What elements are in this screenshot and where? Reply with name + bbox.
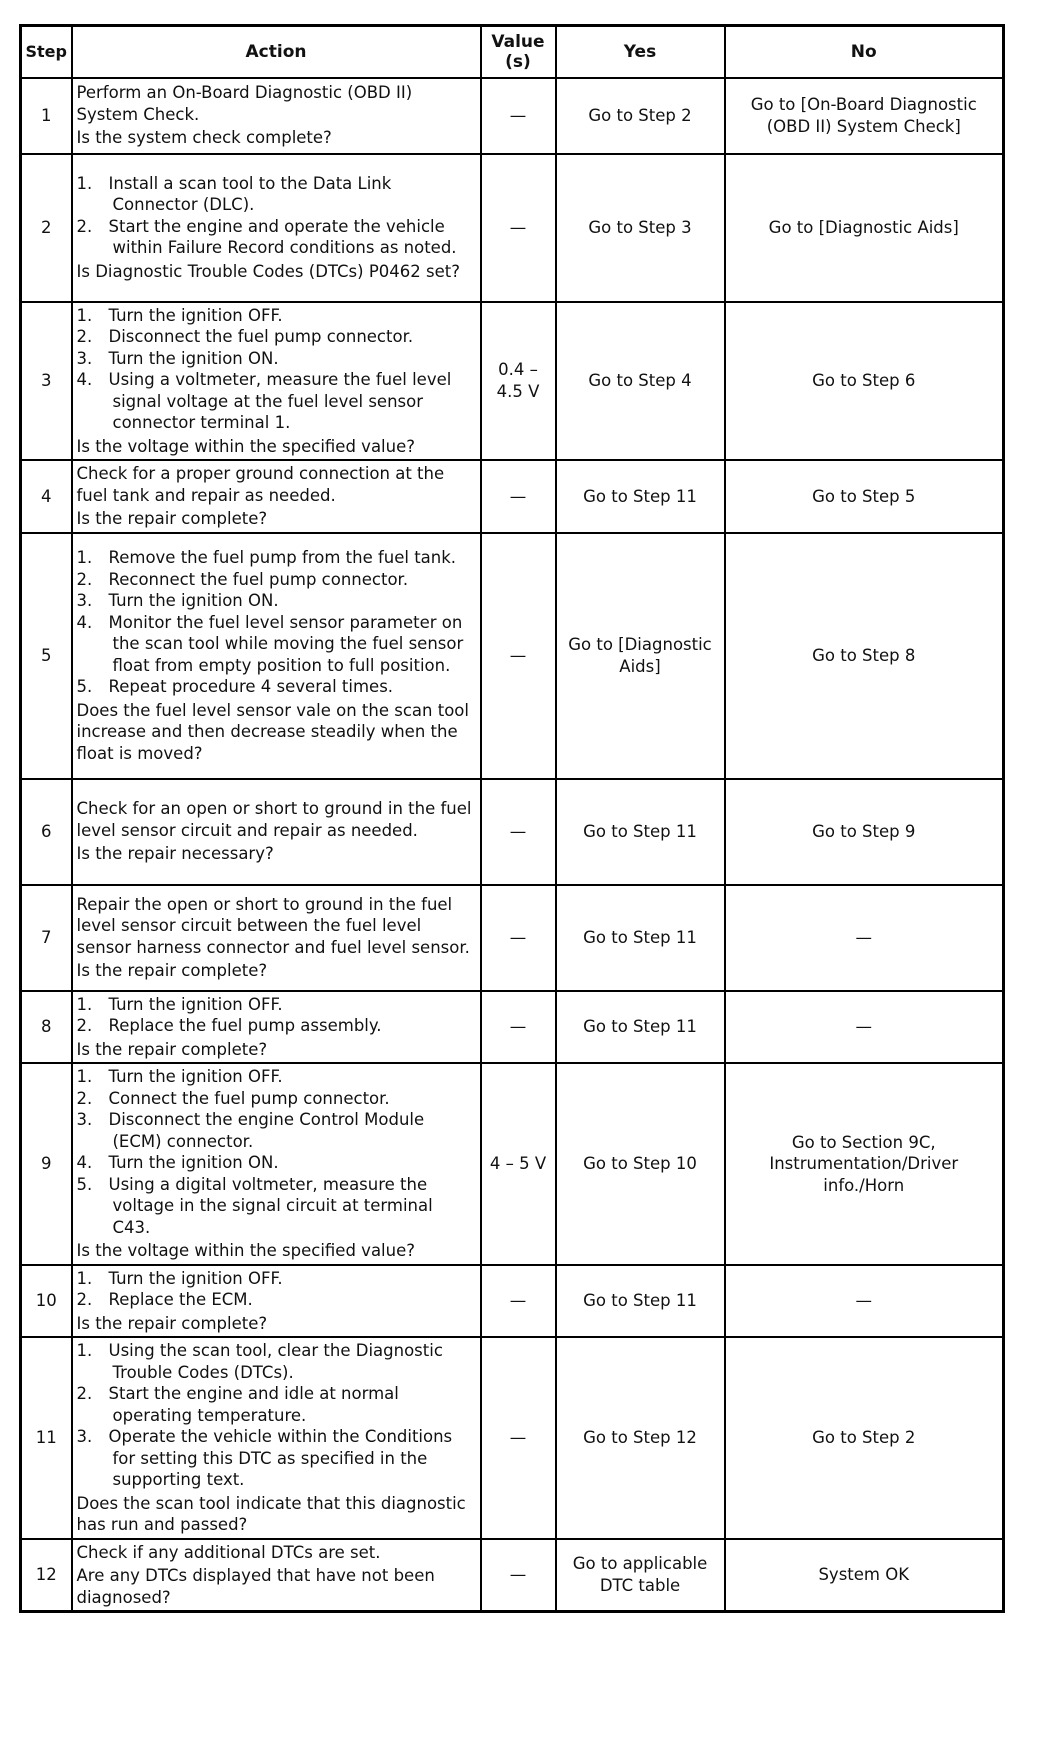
action-step-text: Replace the fuel pump assembly. <box>108 1016 382 1035</box>
step-number: 1 <box>21 78 72 154</box>
action-question: Is the repair complete? <box>76 509 268 528</box>
table-body <box>21 78 1004 1612</box>
action-step-number: 2. <box>76 216 93 236</box>
yes-cell: Go to [Diagnostic Aids] <box>556 533 725 779</box>
action-step-text: Connect the fuel pump connector. <box>108 1088 390 1108</box>
yes-cell: Go to Step 2 <box>556 78 725 154</box>
action-step-item <box>77 369 476 434</box>
action-step-text: Turn the ignition ON. <box>108 591 279 610</box>
action-step-number: 2. <box>76 1088 93 1108</box>
action-step-item <box>77 1088 476 1110</box>
value-cell: — <box>481 885 556 991</box>
header-value: Value (s) <box>481 26 556 78</box>
yes-cell: Go to Step 3 <box>556 154 725 302</box>
no-cell: — <box>725 991 1004 1064</box>
action-step-item <box>77 326 476 348</box>
action-step-item <box>77 590 476 612</box>
action-step-text: Using the scan tool, clear the Diagnostic Trouble Codes (DTCs). <box>108 1341 443 1382</box>
step-number: 2 <box>21 154 72 302</box>
action-cell <box>72 1337 481 1539</box>
action-question: Are any DTCs displayed that have not been diagnosed? <box>76 1566 435 1607</box>
action-step-number: 2. <box>76 327 93 346</box>
step-number: 12 <box>21 1539 72 1612</box>
no-cell: Go to Step 6 <box>725 302 1004 461</box>
action-cell <box>72 991 481 1064</box>
table-row <box>21 533 1004 779</box>
action-step-number: 1. <box>76 305 93 325</box>
action-steps-list <box>77 994 476 1037</box>
action-question: Is the voltage within the specified value? <box>76 436 416 456</box>
action-cell <box>72 533 481 779</box>
action-step-item <box>77 1174 476 1239</box>
header-no: No <box>725 26 1004 78</box>
table-row <box>21 78 1004 154</box>
step-number: 8 <box>21 991 72 1064</box>
action-step-text: Remove the fuel pump from the fuel tank. <box>108 548 457 567</box>
action-cell <box>72 1265 481 1338</box>
action-question: Does the fuel level sensor vale on the scan tool increase and then decrease steadily when the float is moved? <box>76 700 469 763</box>
action-step-item <box>77 1340 476 1383</box>
action-step-number: 3. <box>76 1110 93 1129</box>
header-action: Action <box>72 26 481 78</box>
action-step-number: 2. <box>76 1290 93 1309</box>
action-steps-list <box>77 1066 476 1238</box>
action-intro: Check for a proper ground connection at the fuel tank and repair as needed. <box>76 464 445 505</box>
action-steps-list <box>77 1340 476 1491</box>
action-step-text: Reconnect the fuel pump connector. <box>108 569 409 589</box>
action-step-number: 1. <box>76 1341 93 1360</box>
value-cell: — <box>481 154 556 302</box>
action-step-text: Turn the ignition OFF. <box>108 1268 283 1288</box>
step-number: 9 <box>21 1063 72 1265</box>
diagnostic-table <box>19 24 1005 1613</box>
table-row <box>21 154 1004 302</box>
table-row <box>21 1265 1004 1338</box>
step-number: 11 <box>21 1337 72 1539</box>
action-question: Is the repair complete? <box>76 1039 268 1059</box>
value-cell: — <box>481 460 556 533</box>
action-steps-list <box>77 1268 476 1311</box>
action-step-number: 3. <box>76 1427 93 1446</box>
action-intro: Check if any additional DTCs are set. <box>76 1542 381 1562</box>
table-row <box>21 1539 1004 1612</box>
action-question: Is the repair complete? <box>76 961 268 980</box>
action-step-item <box>77 676 476 698</box>
action-cell <box>72 885 481 991</box>
action-question: Is the repair complete? <box>76 1313 268 1333</box>
action-step-item <box>77 1066 476 1088</box>
value-cell: 4 – 5 V <box>481 1063 556 1265</box>
action-step-item <box>77 569 476 591</box>
action-cell <box>72 302 481 461</box>
action-cell <box>72 1539 481 1612</box>
yes-cell: Go to Step 4 <box>556 302 725 461</box>
action-step-item <box>77 547 476 569</box>
action-intro: Perform an On-Board Diagnostic (OBD II) System Check. <box>76 83 413 124</box>
action-step-item <box>77 1152 476 1174</box>
action-cell <box>72 154 481 302</box>
action-question: Is Diagnostic Trouble Codes (DTCs) P0462 set? <box>76 261 460 281</box>
step-number: 4 <box>21 460 72 533</box>
action-step-item <box>77 994 476 1016</box>
action-step-text: Operate the vehicle within the Conditions for setting this DTC as specified in the supporting text. <box>108 1427 453 1489</box>
action-step-item <box>77 1268 476 1290</box>
action-step-item <box>77 1426 476 1491</box>
yes-cell: Go to Step 12 <box>556 1337 725 1539</box>
action-step-text: Start the engine and idle at normal operating temperature. <box>108 1384 399 1425</box>
value-cell: — <box>481 1265 556 1338</box>
table-row <box>21 460 1004 533</box>
step-number: 6 <box>21 779 72 885</box>
action-step-item <box>77 1015 476 1037</box>
action-step-text: Monitor the fuel level sensor parameter on the scan tool while moving the fuel sensor float from empty position to full position. <box>108 612 464 675</box>
action-step-text: Repeat procedure 4 several times. <box>108 677 394 696</box>
action-step-item <box>77 612 476 677</box>
action-step-text: Install a scan tool to the Data Link Connector (DLC). <box>108 173 392 215</box>
no-cell: Go to [Diagnostic Aids] <box>725 154 1004 302</box>
no-cell: Go to [On-Board Diagnostic (OBD II) System Check] <box>725 78 1004 154</box>
action-step-text: Turn the ignition ON. <box>108 1153 279 1172</box>
action-steps-list <box>77 305 476 434</box>
action-step-number: 3. <box>76 591 93 610</box>
action-question: Does the scan tool indicate that this diagnostic has run and passed? <box>76 1493 466 1534</box>
action-cell <box>72 460 481 533</box>
action-step-number: 1. <box>76 1268 93 1288</box>
step-number: 7 <box>21 885 72 991</box>
action-step-text: Turn the ignition ON. <box>108 348 279 368</box>
action-step-item <box>77 1109 476 1152</box>
yes-cell: Go to Step 11 <box>556 885 725 991</box>
table-row <box>21 991 1004 1064</box>
action-step-text: Disconnect the engine Control Module (ECM) connector. <box>108 1110 425 1151</box>
action-cell <box>72 779 481 885</box>
no-cell: — <box>725 885 1004 991</box>
no-cell: Go to Section 9C, Instrumentation/Driver info./Horn <box>725 1063 1004 1265</box>
value-cell: — <box>481 991 556 1064</box>
table-row <box>21 779 1004 885</box>
action-step-text: Start the engine and operate the vehicle within Failure Record conditions as noted. <box>108 216 457 258</box>
action-step-number: 2. <box>76 569 93 589</box>
action-step-number: 1. <box>76 548 93 567</box>
table-row <box>21 1063 1004 1265</box>
yes-cell: Go to Step 11 <box>556 460 725 533</box>
action-step-number: 4. <box>76 1153 93 1172</box>
action-step-item <box>77 305 476 327</box>
action-step-number: 2. <box>76 1384 93 1403</box>
action-intro: Check for an open or short to ground in the fuel level sensor circuit and repair as needed. <box>76 799 472 840</box>
value-cell: 0.4 – 4.5 V <box>481 302 556 461</box>
table-row <box>21 1337 1004 1539</box>
action-step-text: Turn the ignition OFF. <box>108 305 283 325</box>
value-cell: — <box>481 1337 556 1539</box>
value-cell: — <box>481 533 556 779</box>
header-row <box>21 26 1004 78</box>
action-step-number: 1. <box>76 173 93 193</box>
no-cell: — <box>725 1265 1004 1338</box>
action-cell <box>72 78 481 154</box>
action-step-text: Using a voltmeter, measure the fuel level signal voltage at the fuel level sensor connector terminal 1. <box>108 370 452 432</box>
action-question: Is the system check complete? <box>76 128 332 148</box>
action-step-number: 4. <box>76 370 93 389</box>
table-row <box>21 302 1004 461</box>
action-step-number: 1. <box>76 1067 93 1086</box>
action-step-text: Disconnect the fuel pump connector. <box>108 327 414 346</box>
yes-cell: Go to Step 10 <box>556 1063 725 1265</box>
action-step-number: 5. <box>76 677 93 696</box>
action-step-number: 1. <box>76 994 93 1014</box>
action-step-number: 5. <box>76 1174 93 1194</box>
yes-cell: Go to applicable DTC table <box>556 1539 725 1612</box>
no-cell: Go to Step 2 <box>725 1337 1004 1539</box>
action-cell <box>72 1063 481 1265</box>
table-header <box>21 26 1004 78</box>
action-step-text: Turn the ignition OFF. <box>108 1067 283 1086</box>
action-question: Is the repair necessary? <box>76 844 274 864</box>
action-step-item <box>77 348 476 370</box>
step-number: 10 <box>21 1265 72 1338</box>
header-yes: Yes <box>556 26 725 78</box>
action-step-number: 2. <box>76 1016 93 1035</box>
no-cell: System OK <box>725 1539 1004 1612</box>
yes-cell: Go to Step 11 <box>556 991 725 1064</box>
action-step-text: Replace the ECM. <box>108 1290 253 1309</box>
yes-cell: Go to Step 11 <box>556 779 725 885</box>
yes-cell: Go to Step 11 <box>556 1265 725 1338</box>
value-cell: — <box>481 1539 556 1612</box>
action-step-item <box>77 173 476 216</box>
action-step-text: Turn the ignition OFF. <box>108 994 283 1014</box>
action-step-number: 3. <box>76 348 93 368</box>
action-step-number: 4. <box>76 612 93 632</box>
no-cell: Go to Step 5 <box>725 460 1004 533</box>
action-step-item <box>77 216 476 259</box>
no-cell: Go to Step 9 <box>725 779 1004 885</box>
action-step-text: Using a digital voltmeter, measure the voltage in the signal circuit at terminal C43. <box>108 1174 433 1237</box>
header-step: Step <box>21 26 72 78</box>
step-number: 5 <box>21 533 72 779</box>
step-number: 3 <box>21 302 72 461</box>
action-steps-list <box>77 547 476 698</box>
value-cell: — <box>481 779 556 885</box>
action-step-item <box>77 1289 476 1311</box>
action-question: Is the voltage within the specified value? <box>76 1241 416 1260</box>
action-steps-list <box>77 173 476 259</box>
no-cell: Go to Step 8 <box>725 533 1004 779</box>
value-cell: — <box>481 78 556 154</box>
action-intro: Repair the open or short to ground in the fuel level sensor circuit between the fuel level sensor harness connector and fuel level sensor. <box>76 894 470 957</box>
table-row <box>21 885 1004 991</box>
action-step-item <box>77 1383 476 1426</box>
